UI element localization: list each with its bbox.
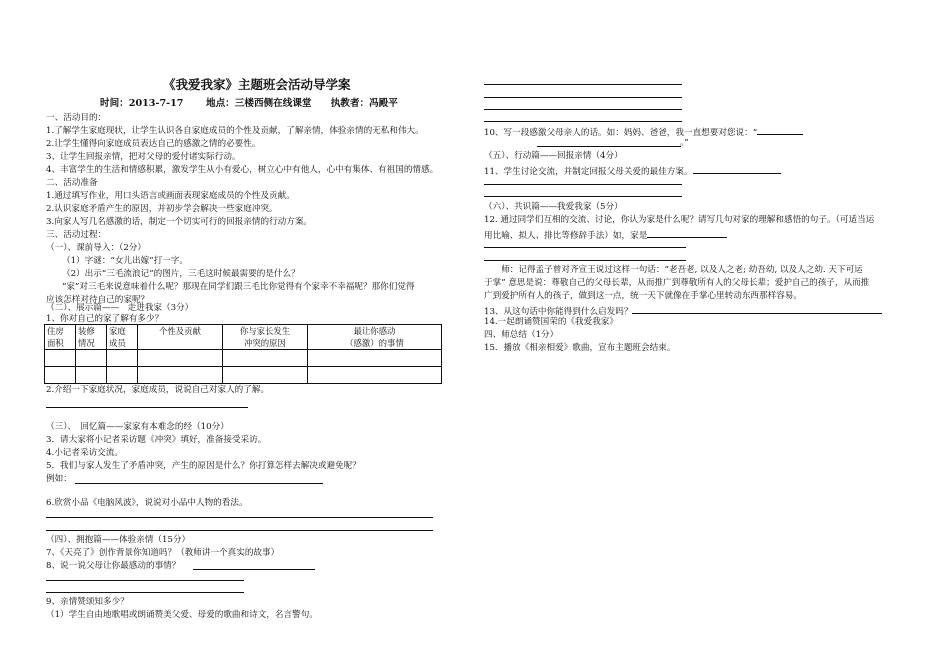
teacher-quote-b: 于掌” 意思是说：尊敬自己的父母长辈，从而推广到尊敬所有人的父母长辈；爱护自己的孩子，从而推 bbox=[484, 278, 870, 288]
part1-text-b: 应该怎样对待自己的家呢？ bbox=[46, 295, 150, 305]
question-12-a: 12. 通过同学们互相的交流、讨论，你认为家是什么呢？请写几句对家的理解和感悟的句子。（可适当运 bbox=[484, 215, 875, 225]
answer-line bbox=[75, 483, 323, 484]
teacher-quote-c: 广到爱护所有人的孩子，做到这一点，统一天下就像在手掌心里转动东西那样容易。 bbox=[484, 291, 802, 301]
table-cell bbox=[138, 367, 223, 384]
table-cell bbox=[45, 350, 76, 367]
question-13-text: 13、从这句话中你能得到什么启发吗？ bbox=[484, 307, 633, 317]
question-9: 9、亲情赞颂知多少？ bbox=[46, 597, 129, 607]
answer-line bbox=[46, 592, 244, 593]
answer-line bbox=[484, 84, 682, 85]
question-14: 14.一起朗诵赞国荣的《我爱我家》 bbox=[484, 317, 618, 327]
section-summary: 四、师总结（1分） bbox=[484, 330, 559, 340]
answer-line bbox=[484, 247, 686, 248]
answer-line bbox=[46, 407, 248, 408]
part1-riddle: （1）字谜：“女儿出嫁”打一字。 bbox=[62, 256, 188, 266]
question-7: 7、《天亮了》创作背景你知道吗？（教师讲一个真实的故事） bbox=[46, 548, 280, 558]
part2-heading: （二）、展示篇—— 走进我家（3分） bbox=[46, 303, 194, 313]
part1-picture: （2）出示“三毛流浪记”的图片，三毛这时候最需要的是什么？ bbox=[62, 269, 300, 279]
table-cell bbox=[138, 350, 223, 367]
section-process: 三、活动过程： bbox=[46, 230, 107, 240]
question-1: 1、你对自己的家了解有多少？ bbox=[46, 314, 164, 324]
question-9-1: （1）学生自由地歌唱或朗诵赞美父爱、母爱的歌曲和诗文，名言警句。 bbox=[46, 610, 318, 620]
answer-line bbox=[484, 97, 682, 98]
table-row bbox=[45, 367, 442, 384]
part1-text-a: “家”对三毛来说意味着什么呢？那现在同学们跟三毛比你觉得有个家幸不幸福呢？那你们觉得 bbox=[62, 282, 415, 292]
table-cell bbox=[76, 350, 107, 367]
answer-line bbox=[46, 517, 433, 518]
table-cell bbox=[308, 350, 442, 367]
question-11 bbox=[484, 165, 781, 177]
question-13 bbox=[484, 305, 882, 317]
question-5: 5．我们与家人发生了矛盾冲突，产生的原因是什么？你打算怎样去解决或避免呢？ bbox=[46, 461, 361, 471]
purpose-4: 4、丰富学生的生活和情感积累，激发学生从小有爱心，树立心中有他人，心中有集体、有祖国的情感。 bbox=[46, 165, 439, 175]
family-table bbox=[44, 324, 442, 384]
answer-line bbox=[484, 184, 682, 185]
subtitle: 时间：2013-7-17 地点：三楼西侧在线课堂 执教者：冯殿平 bbox=[100, 98, 398, 109]
table-cell bbox=[107, 350, 138, 367]
table-row bbox=[45, 325, 442, 350]
question-12-b-text: 用比喻、拟人、排比等修辞手法）如，家是 bbox=[484, 231, 648, 241]
answer-line bbox=[484, 260, 686, 261]
part1-heading: （一）、课前导入：（2分） bbox=[46, 243, 146, 253]
answer-line bbox=[484, 196, 682, 197]
table-cell: 个性及贡献 bbox=[138, 325, 223, 350]
table-row bbox=[45, 350, 442, 367]
question-5-example: 例如： bbox=[46, 474, 72, 484]
page-title: 《我爱我家》主题班会活动导学案 bbox=[163, 77, 351, 92]
table-cell bbox=[76, 367, 107, 384]
question-2: 2.介绍一下家庭状况，家庭成员，说说自己对家人的了解。 bbox=[46, 385, 270, 395]
question-3: 3．请大家将小记者采访题《冲突》填好，准备接受采访。 bbox=[46, 435, 267, 445]
answer-line bbox=[757, 126, 803, 135]
answer-line bbox=[193, 569, 315, 570]
answer-line bbox=[647, 229, 727, 238]
purpose-2: 2.让学生懂得向家庭成员表达自己的感激之情的必要性。 bbox=[46, 139, 261, 149]
answer-line bbox=[46, 580, 244, 581]
question-6: 6.欣赏小品《电脑风波》，说说对小品中人物的看法。 bbox=[46, 498, 248, 508]
table-cell bbox=[308, 367, 442, 384]
part5-heading: （五）、行动篇——回报亲情（4分） bbox=[484, 151, 623, 161]
answer-line bbox=[484, 121, 682, 122]
table-cell bbox=[107, 367, 138, 384]
answer-line bbox=[537, 146, 681, 147]
answer-line bbox=[693, 165, 781, 174]
question-11-text: 11、学生讨论交流，并制定回报父母关爱的最佳方案。 bbox=[484, 167, 693, 177]
table-cell: 你与家长发生 冲突的原因 bbox=[223, 325, 308, 350]
question-10-end: 。” bbox=[680, 138, 689, 148]
part6-heading: （六）、共识篇——我爱我家（5分） bbox=[484, 202, 623, 212]
purpose-1: 1.了解学生家庭现状，让学生认识各自家庭成员的个性及贡献，了解亲情，体验亲情的无私和伟大。 bbox=[46, 126, 424, 136]
table-cell bbox=[45, 367, 76, 384]
purpose-3: 3、让学生回报亲情，把对父母的爱付诸实际行动。 bbox=[46, 152, 241, 162]
table-cell: 家庭 成员 bbox=[107, 325, 138, 350]
section-prep: 二、活动准备 bbox=[46, 178, 98, 188]
answer-line bbox=[484, 109, 682, 110]
teacher-quote-a: 师：记得孟子曾对齐宣王说过这样一句话：“老吾老, 以及人之老; 幼吾幼, 以及人之幼. 天下可运 bbox=[484, 265, 863, 275]
answer-line bbox=[632, 305, 882, 314]
question-4: 4.小记者采访交流。 bbox=[46, 448, 123, 458]
question-10-text: 10、写一段感激父母亲人的话。如：妈妈、爸爸，我一直想要对您说：“ bbox=[484, 128, 758, 138]
table-cell: 住房 面积 bbox=[45, 325, 76, 350]
part4-heading: （四）、拥抱篇——体验亲情（15分） bbox=[46, 535, 191, 545]
answer-line bbox=[46, 530, 433, 531]
question-8: 8、说一说父母让你最感动的事情？ bbox=[46, 561, 181, 571]
table-cell: 装修 情况 bbox=[76, 325, 107, 350]
prep-2: 2.认识家庭矛盾产生的原因，并初步学会解决一些家庭冲突。 bbox=[46, 204, 278, 214]
table-cell bbox=[223, 350, 308, 367]
table-cell bbox=[223, 367, 308, 384]
part3-heading: （三）、 回忆篇——家家有本难念的经（10分） bbox=[46, 422, 229, 432]
question-15: 15．播放《相亲相爱》歌曲，宣布主题班会结束。 bbox=[484, 343, 676, 353]
question-12-b bbox=[484, 229, 727, 241]
table-cell: 最让你感动 （感激）的事情 bbox=[308, 325, 442, 350]
question-10 bbox=[484, 126, 803, 138]
prep-3: 3.向家人写几名感激的话，制定一个切实可行的回报亲情的行动方案。 bbox=[46, 217, 313, 227]
prep-1: 1.通过填写作业，用口头语言或画面表现家庭成员的个性及贡献。 bbox=[46, 191, 295, 201]
section-purpose: 一、活动目的： bbox=[46, 113, 107, 123]
